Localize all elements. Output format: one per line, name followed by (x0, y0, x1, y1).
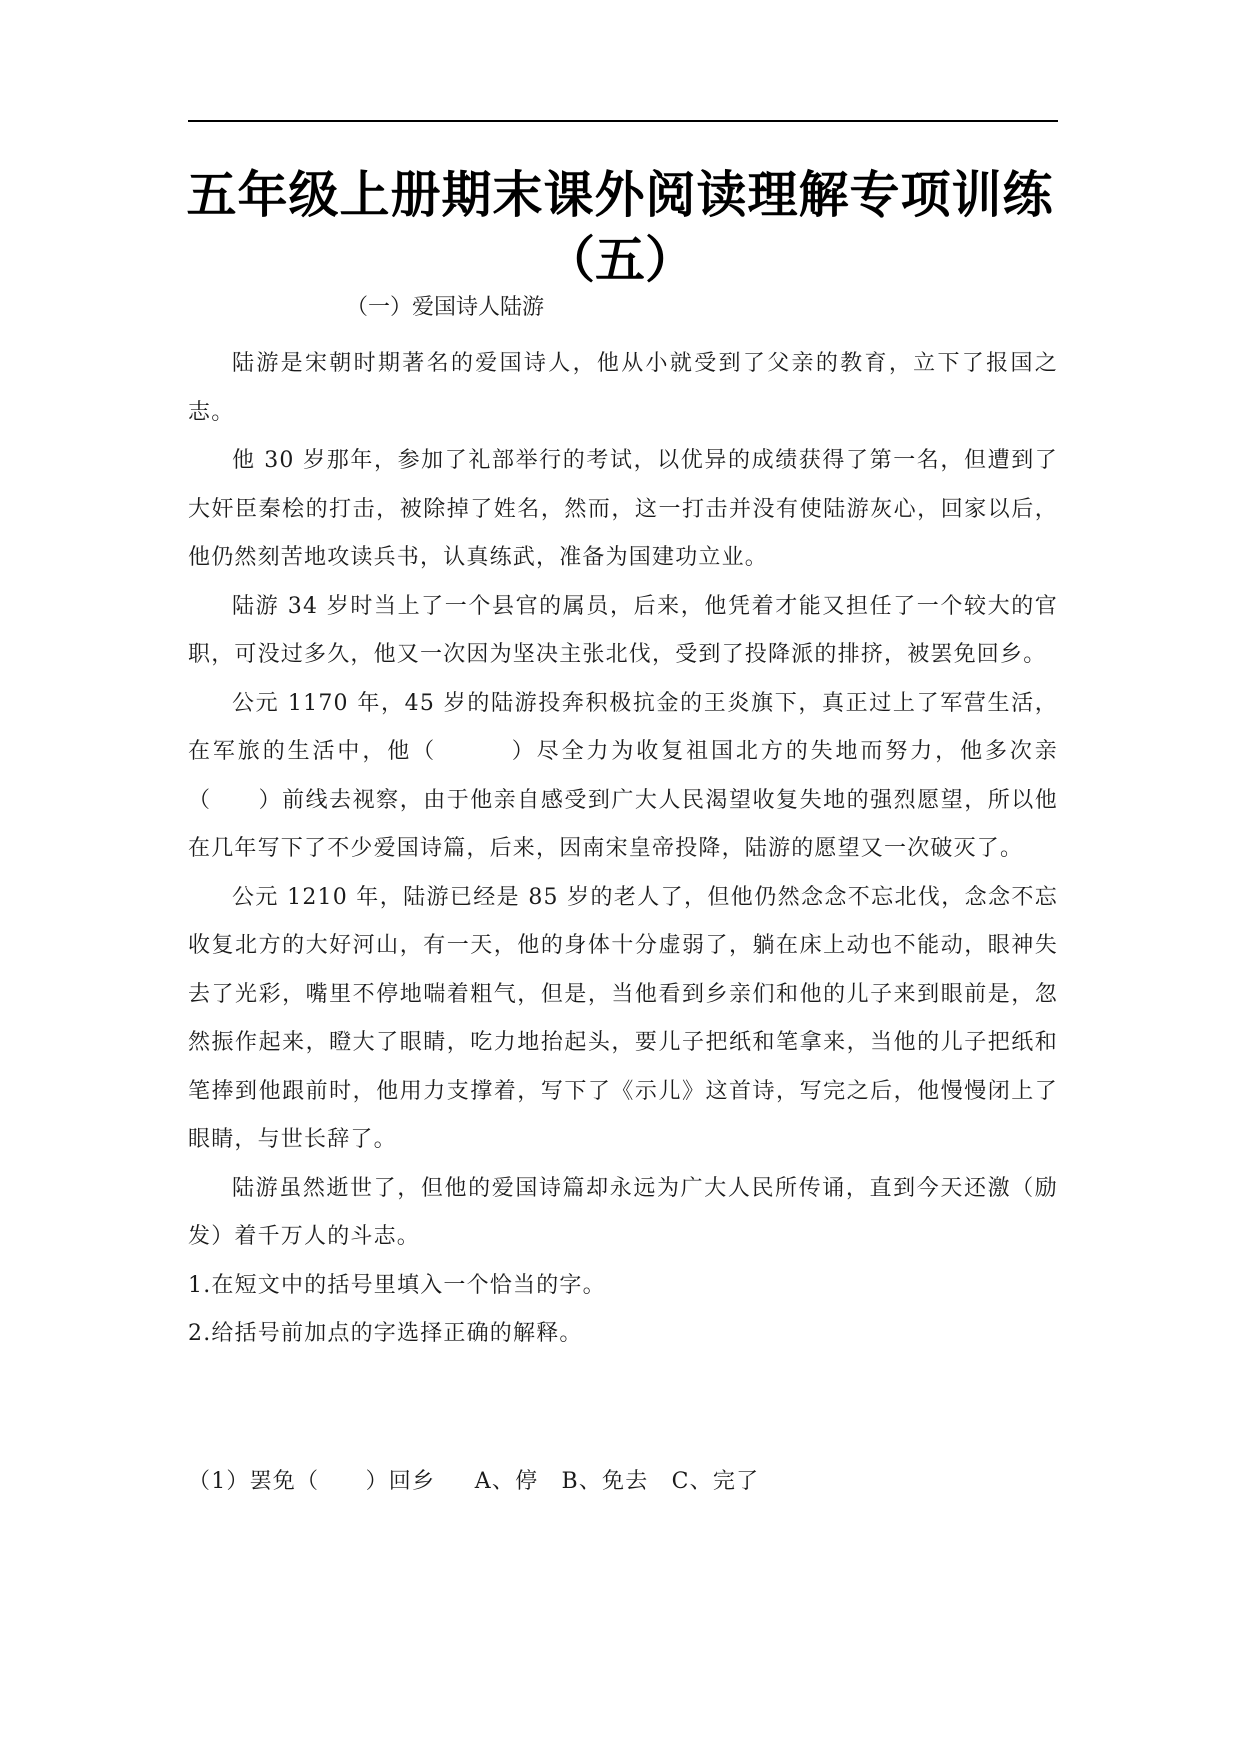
article-body (188, 340, 1105, 1359)
paragraph-6: 陆游虽然逝世了，但他的爱国诗篇却永远为广大人民所传诵，直到今天还激（励 发）着千万人的斗志。 (188, 1175, 1105, 1249)
paragraph-1: 陆游是宋朝时期著名的爱国诗人，他从小就受到了父亲的教育，立下了报国之志。 (188, 351, 1058, 425)
paragraph-5: 公元 1210 年，陆游已经是 85 岁的老人了，但他仍然念念不忘北伐，念念不忘收复北方的大好河山，有一天，他的身体十分虚弱了，躺在床上动也不能动，眼神失去了光彩，嘴里不停地喘着粗气，但是，当他看到乡亲们和他的儿子来到眼前是，忽然振作起来，瞪大了眼睛，吃力地抬起头，要儿子把纸和笔拿来，当他的儿子把纸和笔捧到他跟前时，他用力支撑着，写下了《示儿》这首诗，写完之后，他慢慢闭上了眼睛，与世长辞了。 (188, 884, 1058, 1152)
question-1: 1.在短文中的括号里填入一个恰当的字。 (188, 1272, 606, 1298)
paragraph-3: 陆游 34 岁时当上了一个县官的属员，后来，他凭着才能又担任了一个较大的官职，可没过多久，他又一次因为坚决主张北伐，受到了投降派的排挤，被罢免回乡。 (188, 593, 1058, 667)
paragraph-4: 公元 1170 年，45 岁的陆游投奔积极抗金的王炎旗下，真正过上了军营生活，在军旅的生活中，他（ ）尽全力为收复祖国北方的失地而努力，他多次亲（ ）前线去视察，由于他亲自感受到广大人民渴望收复失地的强烈愿望，所以他在几年写下了不少爱国诗篇，后来，因南宋皇帝投降，陆游的愿望又一次破灭了。 (188, 690, 1058, 861)
document-title: 五年级上册期末课外阅读理解专项训练 (186, 166, 1054, 224)
document-subtitle: （五） (545, 231, 695, 289)
question-2: 2.给括号前加点的字选择正确的解释。 (188, 1321, 583, 1346)
header-rule (188, 120, 1058, 122)
section-heading: （一）爱国诗人陆游 (346, 295, 545, 320)
paragraph-2: 他 30 岁那年，参加了礼部举行的考试，以优异的成绩获得了第一名，但遭到了大奸臣秦桧的打击，被除掉了姓名，然而，这一打击并没有使陆游灰心，回家以后，他仍然刻苦地攻读兵书，认真练武，准备为国建功立业。 (188, 448, 1058, 570)
sub-question-options: （1）罢免（ ）回乡 A、停 B、免去 C、完了 (188, 1469, 760, 1494)
